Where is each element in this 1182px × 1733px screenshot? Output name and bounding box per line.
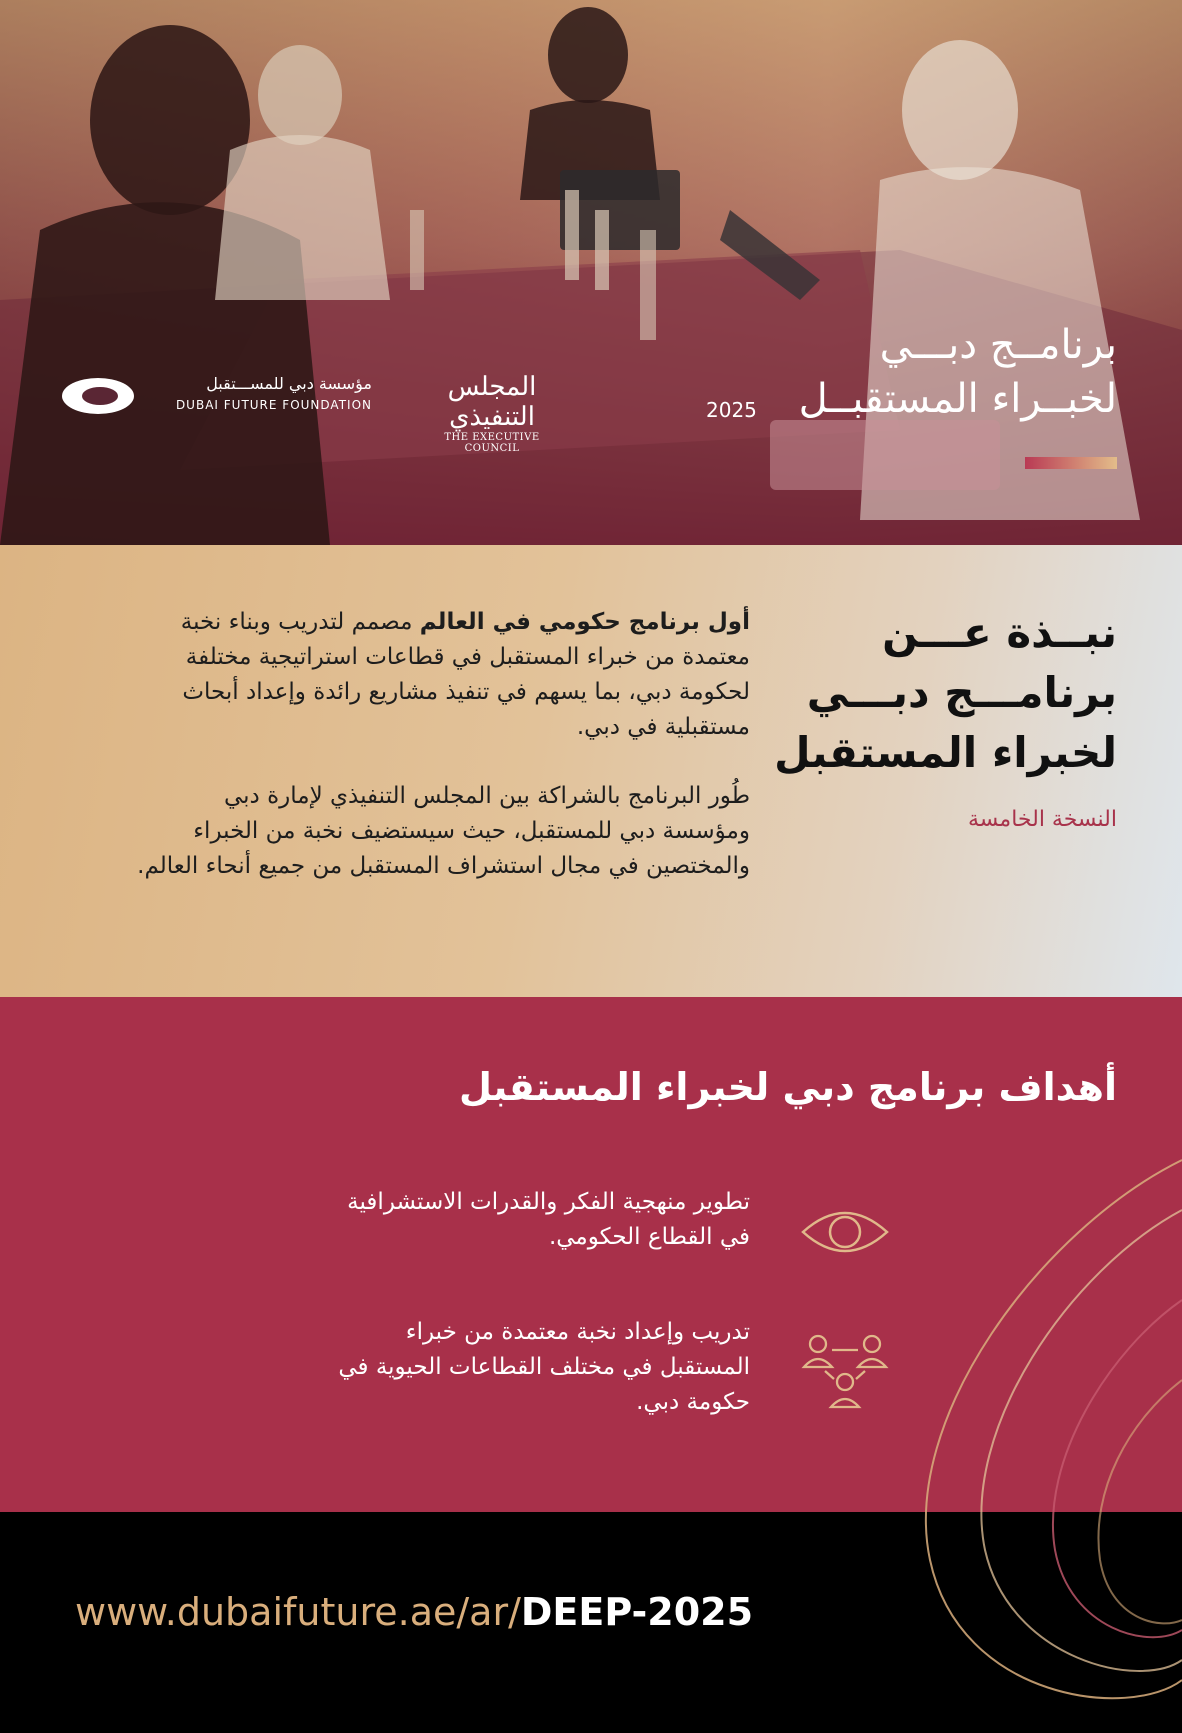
website-link[interactable] [75, 1590, 753, 1634]
program-title [597, 318, 1117, 426]
ec-logo-arabic: المجلس التنفيذي [447, 372, 537, 432]
people-network-icon [800, 1333, 890, 1413]
about-description [130, 605, 750, 884]
dff-logo-arabic: مؤسسة دبي للمســـتقبل [206, 374, 372, 393]
dff-logo-english: DUBAI FUTURE FOUNDATION [175, 398, 372, 412]
dubai-future-foundation-logo [62, 376, 372, 416]
hero-banner [0, 0, 1182, 545]
accent-bar [1025, 457, 1117, 469]
executive-council-logo [422, 372, 562, 454]
goals-title: أهداف برنامج دبي لخبراء المستقبل [459, 1065, 1117, 1109]
goal-item-1: تطوير منهجية الفكر والقدرات الاستشرافية في القطاع الحكومي. [347, 1189, 750, 1250]
about-paragraph-2: طُور البرنامج بالشراكة بين المجلس التنفيذي لإمارة دبي ومؤسسة دبي للمستقبل، حيث سيستضيف نخبة من الخبراء والمختصين في مجال استشراف المستقبل من جميع أنحاء العالم. [137, 783, 750, 879]
ec-logo-english: THE EXECUTIVE COUNCIL [444, 432, 540, 454]
program-title-line1: برنامــج دبـــي [879, 322, 1117, 368]
about-heading [757, 603, 1117, 783]
footer [0, 1512, 1182, 1733]
about-heading-line3: لخبراء المستقبل [774, 728, 1117, 777]
meeting-photo [0, 0, 1182, 545]
about-paragraph-1 [130, 605, 750, 745]
about-paragraph-1-text: مصمم لتدريب وبناء نخبة معتمدة من خبراء المستقبل في قطاعات استراتيجية مختلفة لحكومة دبي، بما يسهم في تنفيذ مشاريع رائدة وإعداد أبحاث مستقبلية في دبي. [180, 609, 750, 740]
about-heading-line2: برنامـــج دبـــي [806, 668, 1117, 717]
about-heading-line1: نبــذة عـــن [882, 608, 1117, 657]
website-link-prefix: www.dubaifuture.ae/ar/ [75, 1590, 521, 1634]
program-title-line2: لخبــراء المستقبــل [798, 376, 1117, 422]
goals-section [0, 997, 1182, 1512]
website-link-suffix: DEEP-2025 [520, 1590, 754, 1634]
edition-label: النسخة الخامسة [968, 807, 1117, 832]
program-year: 2025 [706, 398, 757, 422]
about-highlight: أول برنامج حكومي في العالم [419, 609, 750, 635]
eye-icon [800, 1202, 890, 1262]
about-section [0, 545, 1182, 997]
goal-item-2: تدريب وإعداد نخبة معتمدة من خبراء المستقبل في مختلف القطاعات الحيوية في حكومة دبي. [338, 1319, 750, 1415]
dff-ring-icon [62, 378, 134, 414]
